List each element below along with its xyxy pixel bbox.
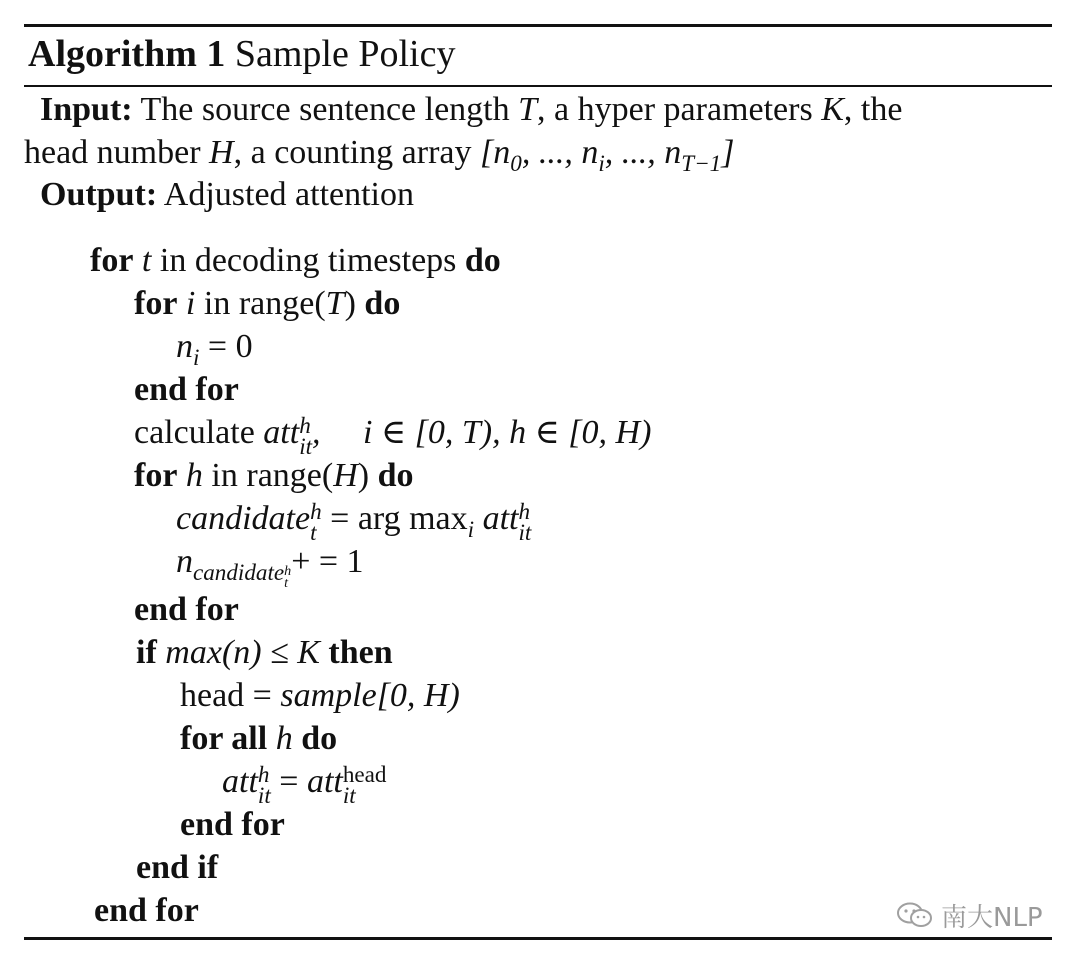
bottom-rule: [24, 937, 1052, 940]
top-rule: [24, 24, 1052, 27]
watermark-text: 南大NLP: [941, 902, 1043, 933]
title-rule: [24, 85, 1052, 87]
output-label: Output:: [40, 176, 158, 213]
wechat-icon: [895, 901, 935, 929]
output-line: Output: Adjusted attention: [40, 176, 415, 213]
input-line-1: Input: The source sentence length T, a hyper parameters K, the: [40, 91, 903, 128]
input-label: Input:: [40, 91, 133, 128]
input-line-2: head number H, a counting array [$n_0$, ..., $n_i$, ..., $n_{T-1}$]: [24, 134, 735, 177]
algorithm-label: Algorithm 1: [28, 33, 226, 75]
algorithm-name: Sample Policy: [234, 33, 456, 75]
algorithm-title: [28, 30, 455, 78]
watermark: [895, 897, 1043, 933]
